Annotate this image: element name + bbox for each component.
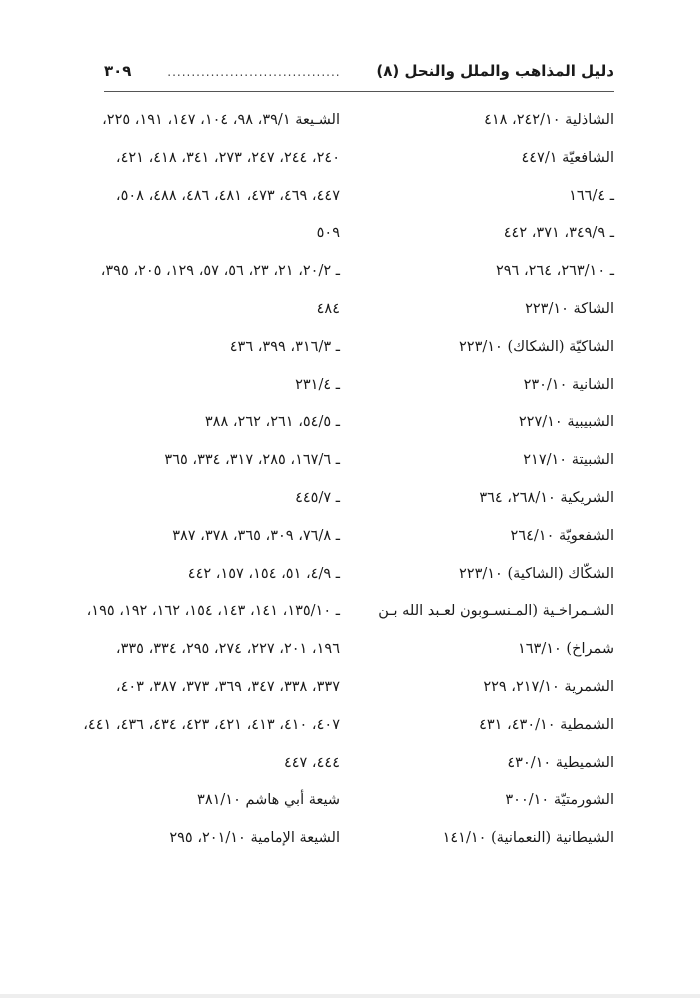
index-entry: شيعة أبي هاشم ٣٨١/١٠ xyxy=(197,792,340,809)
index-entry: ـ ١٦٦/٤ xyxy=(569,187,614,204)
header-rule xyxy=(104,91,614,92)
index-entry: الشريكية ٢٦٨/١٠، ٣٦٤ xyxy=(479,489,614,506)
header-title: دليل المذاهب والملل والنحل (٨) xyxy=(376,62,614,80)
page-bottom-edge xyxy=(0,994,700,998)
index-entry: الشكّاك (الشاكية) ٢٢٣/١٠ xyxy=(459,565,614,582)
index-entry: شمراخ) ١٦٣/١٠ xyxy=(517,641,614,658)
index-entry: ٤٤٧، ٤٦٩، ٤٧٣، ٤٨١، ٤٨٦، ٤٨٨، ٥٠٨، xyxy=(115,187,340,204)
page-number: ٣٠٩ xyxy=(104,62,132,80)
index-entry: الشورمتيّة ٣٠٠/١٠ xyxy=(505,792,614,809)
index-entry: الشانية ٢٣٠/١٠ xyxy=(523,376,614,393)
index-entry: ـ ٢٦٣/١٠، ٢٦٤، ٢٩٦ xyxy=(495,263,614,280)
index-entry: الشفعويّة ٢٦٤/١٠ xyxy=(510,527,614,544)
index-entry: ١٩٦، ٢٠١، ٢٢٧، ٢٧٤، ٢٩٥، ٣٣٤، ٣٣٥، xyxy=(115,641,340,658)
index-entry: الشيعة الإمامية ٢٠١/١٠، ٢٩٥ xyxy=(169,830,340,847)
index-entry: الشبيبية ٢٢٧/١٠ xyxy=(518,414,614,431)
index-entry: ـ ٤/٩، ٥١، ١٥٤، ١٥٧، ٤٤٢ xyxy=(187,565,340,582)
index-column-right xyxy=(364,102,614,858)
index-entry: ـ ١٣٥/١٠، ١٤١، ١٤٣، ١٥٤، ١٦٢، ١٩٢، ١٩٥، xyxy=(86,603,340,620)
header-leader-dots: .................................... xyxy=(167,65,341,79)
index-entry: ـ ٥٤/٥، ٢٦١، ٢٦٢، ٣٨٨ xyxy=(204,414,340,431)
index-entry: ٥٠٩ xyxy=(316,225,340,242)
index-entry: ـ ٣١٦/٣، ٣٩٩، ٤٣٦ xyxy=(229,338,340,355)
index-entry: الشـمراخـية (المـنسـوبون لعـبد الله بـن xyxy=(378,603,614,620)
index-entry: ـ ٤٤٥/٧ xyxy=(295,489,340,506)
index-entry: الشبيتة ٢١٧/١٠ xyxy=(523,452,614,469)
index-entry: الشاذلية ٢٤٢/١٠، ٤١٨ xyxy=(484,112,614,128)
index-entry: الشـيعة ٣٩/١، ٩٨، ١٠٤، ١٤٧، ١٩١، ٢٢٥، xyxy=(102,112,340,128)
index-entry: الشيطانية (النعمانية) ١٤١/١٠ xyxy=(442,830,614,847)
index-entry: ٢٤٠، ٢٤٤، ٢٤٧، ٢٧٣، ٣٤١، ٤١٨، ٤٢١، xyxy=(115,149,340,166)
index-entry: الشاكة ٢٢٣/١٠ xyxy=(525,300,614,317)
index-entry: ـ ٣٤٩/٩، ٣٧١، ٤٤٢ xyxy=(503,225,614,242)
index-entry: الشميطية ٤٣٠/١٠ xyxy=(507,754,614,771)
running-header xyxy=(104,62,614,90)
index-entry: ـ ١٦٧/٦، ٢٨٥، ٣١٧، ٣٣٤، ٣٦٥ xyxy=(164,452,340,469)
index-entry: ٤٨٤ xyxy=(316,300,340,317)
index-entry: ـ ٢٣١/٤ xyxy=(295,376,340,393)
index-entry: الشمطية ٤٣٠/١٠، ٤٣١ xyxy=(479,716,614,733)
index-entry: ـ ٢٠/٢، ٢١، ٢٣، ٥٦، ٥٧، ١٢٩، ٢٠٥، ٣٩٥، xyxy=(100,263,340,280)
index-entry: ـ ٧٦/٨، ٣٠٩، ٣٦٥، ٣٧٨، ٣٨٧ xyxy=(172,527,340,544)
index-entry: الشاكيّة (الشكاك) ٢٢٣/١٠ xyxy=(459,338,614,355)
index-entry: الشافعيّة ٤٤٧/١ xyxy=(521,149,614,166)
index-column-left xyxy=(83,102,340,858)
index-entry: الشمرية ٢١٧/١٠، ٢٢٩ xyxy=(483,678,614,695)
index-entry: ٣٣٧، ٣٣٨، ٣٤٧، ٣٦٩، ٣٧٣، ٣٨٧، ٤٠٣، xyxy=(115,678,340,695)
index-entry: ٤٠٧، ٤١٠، ٤١٣، ٤٢١، ٤٢٣، ٤٣٤، ٤٣٦، ٤٤١، xyxy=(83,716,340,733)
index-entry: ٤٤٤، ٤٤٧ xyxy=(283,754,340,771)
